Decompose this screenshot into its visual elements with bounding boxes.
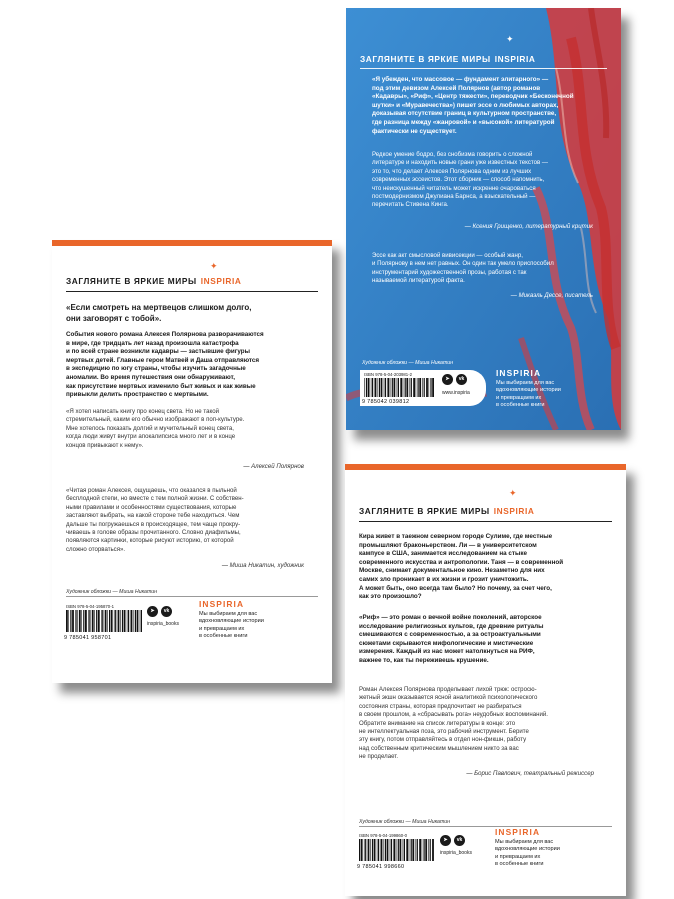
text-line: ными правилами и особенностями существования, которые (66, 503, 237, 511)
text-line: что неискушенный читатель может искренне очароваться (372, 184, 536, 192)
text-line: под этим девизом Алексей Полярнов (автор романов (372, 84, 541, 92)
text-line: в мире, где тридцать лет назад произошла катастрофа (66, 339, 239, 347)
text-line: эту книгу, потом отправляйтесь в отдел нон-фикшн, работу (359, 736, 527, 744)
barcode-stripe (400, 839, 402, 861)
barcode-stripe (107, 610, 108, 632)
review-desse (372, 252, 604, 286)
text-line: Мы выбираем для вас (496, 380, 555, 386)
barcode-stripe (411, 378, 412, 397)
barcode-stripe (403, 839, 404, 861)
barcode-stripe (365, 839, 366, 861)
header-rule (66, 291, 318, 292)
header-rule (360, 68, 607, 69)
back-cover-kadavry (52, 240, 332, 683)
social-handle: www.inspiria (442, 390, 470, 396)
header-text: ЗАГЛЯНИТЕ В ЯРКИЕ МИРЫ (360, 54, 491, 64)
isbn: ISBN 978-5-04-203981-2 (364, 372, 413, 377)
barcode-stripe (118, 610, 120, 632)
barcode-stripe (85, 610, 87, 632)
text-line: сложно оторваться». (66, 545, 126, 553)
barcode-stripe (364, 839, 365, 861)
barcode-stripe (368, 839, 370, 861)
text-line: не проделает. (359, 753, 399, 761)
barcode-panel (360, 370, 486, 406)
text-line: важнее то, как ты переживешь крушение. (359, 656, 489, 664)
text-line: современного искусства и антропологии. Таня — в современной (359, 558, 564, 566)
vk-icon[interactable]: vk (454, 835, 465, 846)
publisher-name: INSPIRIA (496, 368, 542, 378)
text-line: доказывая отсутствие границ в культурном пространстве, (372, 110, 557, 118)
barcode-stripe (115, 610, 116, 632)
text-line: мертвых детей. Главные герои Матвей и Даша отправляются (66, 356, 260, 364)
barcode-number: 9 785041 998660 (357, 864, 405, 870)
footer-rule (66, 596, 318, 597)
sparkle-icon: ✦ (509, 488, 517, 498)
header-text: ЗАГЛЯНИТЕ В ЯРКИЕ МИРЫ (66, 276, 197, 286)
barcode-stripe (411, 839, 412, 861)
text-line: сюжетами скрываются мифологические и мистические (359, 639, 534, 647)
text-line: самих зло проникает в их жизни и грозит уничтожить. (359, 575, 529, 583)
cover-header (66, 276, 242, 286)
barcode-stripe (387, 378, 389, 397)
text-line: Эссе как акт смысловой вивисекции — особый жанр, (372, 252, 523, 259)
barcode-stripe (385, 839, 386, 861)
barcode-bars (66, 610, 142, 632)
cover-artist-credit: Художник обложки — Миша Никатин (66, 589, 158, 595)
text-line: и превращаем их (495, 853, 541, 860)
barcode-stripe (385, 378, 386, 397)
text-line: фактически не существует. (372, 127, 457, 135)
barcode-stripe (379, 378, 380, 397)
barcode-stripe (98, 610, 100, 632)
text-line: Мы выбираем для вас (495, 839, 554, 845)
barcode-stripe (96, 610, 97, 632)
header-brand: INSPIRIA (493, 506, 535, 516)
text-line: А может быть, оно всегда там было? Но почему, за счет чего, (359, 584, 552, 592)
text-line: появляются картинки, которые рисуют историю, от которой (66, 537, 234, 545)
barcode-stripe (68, 610, 69, 632)
barcode-stripe (428, 839, 429, 861)
quote-line: «Если смотреть на мертвецов слишком долго, (66, 303, 252, 312)
barcode-stripe (430, 378, 431, 397)
barcode-stripe (422, 378, 423, 397)
text-line: чиваешь в голове образы прочитанного. Словно диафильмы, (66, 529, 241, 537)
text-line: Мне хотелось показать долгий и мучительный конец света, (66, 424, 234, 432)
text-line: это то, что делает Алексея Полярнова одним из лучших (372, 167, 532, 175)
barcode-stripe (122, 610, 123, 632)
barcode-number: 9 785041 958701 (64, 635, 112, 641)
text-line: кампусе в США, занимается исследованием на стыке (359, 550, 528, 558)
vk-icon[interactable]: vk (161, 606, 172, 617)
text-line: стремительный, каким его обычно изображают в поп-культуре. (66, 416, 245, 424)
barcode-stripe (417, 839, 418, 861)
review-attribution: — Ксения Грищенко, литературный критик (464, 223, 593, 230)
barcode-stripe (398, 378, 399, 397)
barcode-stripe (429, 378, 430, 397)
back-cover-rif (345, 464, 626, 896)
barcode-stripe (392, 378, 393, 397)
text-line: в особенные книги (496, 402, 545, 409)
barcode-stripe (75, 610, 76, 632)
publisher-slogan (496, 380, 576, 410)
cover-header (359, 506, 535, 516)
barcode-stripe (89, 610, 90, 632)
social-icons (442, 374, 467, 385)
barcode-stripe (135, 610, 136, 632)
review (359, 686, 619, 762)
vk-icon[interactable]: vk (456, 374, 467, 385)
text-line: Москве, снимает документальное кино. Незаметно для них (359, 567, 545, 575)
text-line: над собственным критическим мышлением никто за вас (359, 744, 519, 752)
telegram-icon[interactable]: ➤ (147, 606, 158, 617)
cover-artist-credit: Художник обложки — Миша Никатин (362, 360, 454, 366)
text-line: когда люди живут внутри апокалипсиса много лет и в конце (66, 433, 236, 441)
publisher-slogan (495, 839, 575, 869)
social-handle: inspiria_books (440, 850, 472, 856)
accent-bar (345, 464, 626, 470)
publisher-slogan (199, 611, 279, 641)
text-line: «Читая роман Алексея, ощущаешь, что оказался в пыльной (66, 487, 237, 494)
text-line: концов привыкают к нему». (66, 441, 144, 449)
barcode-stripe (405, 378, 406, 397)
quote-title (66, 302, 322, 324)
text-line: состояния страны, которая предпочитает не разбираться (359, 702, 522, 710)
barcode-stripe (79, 610, 81, 632)
quote-line: они заговорят с тобой». (66, 314, 162, 323)
barcode-stripe (426, 378, 428, 397)
text-line: жетный экшн оказывается ясной аналитикой психологического (359, 694, 538, 702)
review-attribution: — Миша Никатин, художник (221, 562, 304, 569)
text-line: заставляют выбрать, на какой стороне тебе находиться. Чем (66, 512, 240, 520)
header-rule (359, 521, 612, 522)
text-line: современных эссеистов. Этот сборник — способ напомнить, (372, 176, 545, 184)
barcode-stripe (361, 839, 363, 861)
social-handle: inspiria_books (147, 621, 179, 627)
text-line: в особенные книги (495, 861, 544, 868)
barcode-stripe (140, 610, 141, 632)
barcode-stripe (410, 378, 411, 397)
text-line: исследование религиозных культов, где древние ритуалы (359, 622, 544, 630)
barcode-stripe (377, 839, 378, 861)
text-line: инструментарий художественной прозы, работая с так (372, 268, 527, 276)
barcode-stripe (374, 839, 376, 861)
review-grishchenko (372, 151, 604, 210)
barcode-stripe (381, 378, 383, 397)
text-line: в особенные книги (199, 633, 248, 640)
barcode-stripe (114, 610, 115, 632)
text-line: в экспедицию по югу страны, чтобы изучить загадочные (66, 365, 246, 373)
text-line: вдохновляющие истории (495, 846, 560, 853)
review-attribution: — Микаэль Дессе, писатель (510, 292, 593, 299)
review (66, 487, 324, 554)
barcode-stripe (76, 610, 77, 632)
barcode-stripe (94, 610, 95, 632)
barcode-stripe (72, 610, 74, 632)
synopsis (359, 533, 619, 602)
barcode-stripe (364, 378, 365, 397)
cover-header (360, 54, 536, 64)
barcode-number: 9 785042 039812 (362, 399, 410, 405)
sparkle-icon: ✦ (210, 261, 218, 271)
text-line: События нового романа Алексея Полярнова разворачиваются (66, 331, 264, 338)
header-brand: INSPIRIA (200, 276, 242, 286)
isbn: ISBN 978-5-04-199860-0 (359, 833, 408, 838)
review-attribution: — Борис Павлович, театральный режиссер (466, 770, 594, 777)
text-line: «Я хотел написать книгу про конец света. Но не такой (66, 408, 219, 415)
barcode-stripe (404, 839, 405, 861)
text-line: «Кадавры», «Риф», «Центр тяжести», переводчик «Бесконечной (372, 93, 574, 101)
barcode-stripe (418, 378, 419, 397)
barcode-stripe (412, 839, 414, 861)
text-line: дальше ты погружаешься в происходящее, тем чаще прокру- (66, 520, 241, 528)
barcode-stripe (92, 610, 94, 632)
barcode-stripe (390, 839, 391, 861)
text-line: «Я убежден, что массовое — фундамент элитарного» — (372, 76, 549, 83)
barcode-stripe (384, 378, 385, 397)
telegram-icon[interactable]: ➤ (440, 835, 451, 846)
barcode-stripe (391, 839, 392, 861)
text-line: и по всей стране возникли кадавры — застывшие фигуры (66, 348, 250, 356)
barcode-stripe (409, 839, 410, 861)
barcode-stripe (432, 839, 434, 861)
barcode-stripe (128, 610, 129, 632)
barcode-stripe (393, 839, 395, 861)
text-line: аномалии. Во время путешествия они обнаруживают, (66, 373, 235, 381)
back-cover-essays (346, 8, 621, 430)
barcode-stripe (109, 610, 110, 632)
barcode-stripe (419, 839, 421, 861)
author-quote (66, 408, 324, 450)
text-line: Обратите внимание на список литературы в конце: это (359, 719, 516, 727)
social-icons (440, 835, 465, 846)
author-attribution: — Алексей Полярнов (243, 463, 304, 470)
barcode-stripe (127, 610, 128, 632)
barcode-stripe (133, 610, 134, 632)
text-line: не интеллектуальная поза, это рабочий инструмент. Берите (359, 728, 529, 736)
text-line: литературе и находить новые грани уже известных текстов — (372, 159, 549, 167)
publisher-name: INSPIRIA (199, 599, 245, 609)
barcode-stripe (424, 378, 425, 397)
barcode (62, 602, 146, 642)
barcode-stripe (378, 839, 379, 861)
barcode-stripe (383, 839, 384, 861)
barcode-stripe (101, 610, 102, 632)
barcode-stripe (416, 839, 417, 861)
barcode-stripe (397, 378, 398, 397)
isbn: ISBN 978-5-04-195870-1 (66, 604, 115, 609)
barcode-stripe (111, 610, 113, 632)
barcode-stripe (377, 378, 378, 397)
barcode-stripe (370, 839, 371, 861)
essay-intro (372, 76, 602, 136)
text-line: привыкли делить пространство с мертвыми. (66, 391, 209, 399)
barcode-stripe (359, 839, 360, 861)
barcode-stripe (432, 378, 434, 397)
barcode-stripe (88, 610, 89, 632)
pitch (359, 614, 619, 666)
barcode-stripe (372, 839, 373, 861)
barcode-stripe (70, 610, 71, 632)
barcode-stripe (406, 839, 408, 861)
barcode-stripe (416, 378, 417, 397)
barcode-stripe (105, 610, 107, 632)
text-line: вдохновляющие истории (496, 387, 561, 394)
barcode-stripe (430, 839, 431, 861)
painted-background (346, 8, 621, 430)
barcode-stripe (387, 839, 389, 861)
barcode-stripe (124, 610, 126, 632)
barcode-stripe (83, 610, 84, 632)
barcode-stripe (120, 610, 121, 632)
text-line: «Риф» — это роман о вечной войне поколений, авторское (359, 614, 542, 621)
publisher-name: INSPIRIA (495, 827, 541, 837)
header-brand: INSPIRIA (494, 54, 536, 64)
barcode-stripe (372, 378, 373, 397)
barcode-stripe (368, 378, 370, 397)
text-line: где разница между «жанровой» и «высокой» литературой (372, 118, 555, 126)
barcode-stripe (424, 839, 425, 861)
text-line: постмодернизмом Джулиана Барнса, а взыскательный — (372, 193, 536, 201)
barcode-bars (359, 839, 435, 861)
barcode-stripe (381, 839, 383, 861)
accent-bar (52, 240, 332, 246)
social-icons (147, 606, 172, 617)
barcode (355, 831, 439, 871)
barcode-stripe (396, 839, 397, 861)
barcode-stripe (375, 378, 377, 397)
sparkle-icon: ✦ (506, 34, 514, 44)
text-line: называемой литературой факта. (372, 277, 465, 285)
text-line: шутки» и «Муравечества») пишет эссе о любимых авторах, (372, 101, 559, 109)
telegram-icon[interactable]: ➤ (442, 374, 453, 385)
text-line: Мы выбираем для вас (199, 611, 258, 617)
footer-rule (359, 826, 612, 827)
text-line: как присутствие мертвых изменило быт живых и как живые (66, 382, 256, 390)
barcode-stripe (366, 378, 367, 397)
synopsis (66, 331, 324, 400)
barcode-stripe (137, 610, 139, 632)
barcode-stripe (398, 839, 399, 861)
text-line: Роман Алексея Полярнова проделывает лихой трюк: остросю- (359, 686, 537, 693)
text-line: Редкое умение бодро, без снобизма говорить о сложной (372, 151, 533, 158)
barcode-stripe (413, 378, 415, 397)
text-line: Кира живет в таежном северном городе Сулиме, где местные (359, 533, 553, 540)
barcode-stripe (425, 839, 427, 861)
text-line: и превращаем их (496, 394, 542, 401)
text-line: в своем прошлом, а «сбрасывать рога» неудобных воспоминаний. (359, 711, 548, 719)
cover-artist-credit: Художник обложки — Миша Никатин (359, 819, 451, 825)
barcode-stripe (403, 378, 404, 397)
text-line: измерения. Каждый из нас может натолкнуться на РИФ, (359, 648, 535, 656)
barcode-stripe (394, 378, 396, 397)
header-text: ЗАГЛЯНИТЕ В ЯРКИЕ МИРЫ (359, 506, 490, 516)
text-line: как это произошло? (359, 593, 422, 601)
barcode-stripe (419, 378, 421, 397)
barcode-stripe (66, 610, 68, 632)
text-line: смешиваются с современностью, а за остроактуальными (359, 631, 541, 639)
text-line: и превращаем их (199, 625, 245, 632)
text-line: перечитать Стивена Кинга. (372, 201, 449, 209)
text-line: промышляют браконьерством. Ли — в университетском (359, 541, 537, 549)
barcode-stripe (81, 610, 82, 632)
text-line: и Полярнову в нем нет равных. Он один так умело приспособил (372, 260, 554, 268)
barcode-stripe (406, 378, 408, 397)
barcode-stripe (102, 610, 103, 632)
barcode-stripe (390, 378, 391, 397)
text-line: бесплодной степи, но вместе с тем полной жизни. С собствен- (66, 495, 244, 503)
barcode-bars (364, 378, 434, 397)
barcode-stripe (141, 610, 142, 632)
barcode-stripe (131, 610, 133, 632)
barcode-stripe (400, 378, 402, 397)
barcode-stripe (422, 839, 423, 861)
text-line: вдохновляющие истории (199, 618, 264, 625)
barcode-stripe (371, 378, 372, 397)
